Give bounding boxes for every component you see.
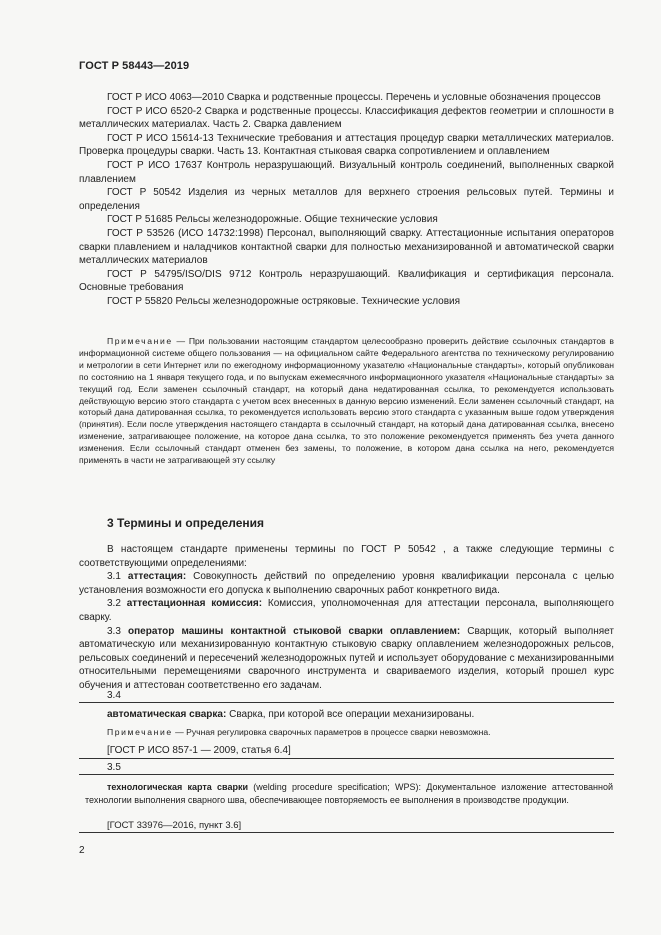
term-number: 3.1: [107, 571, 121, 583]
note-label: Примечание: [107, 336, 173, 346]
term-box-wps: [79, 774, 614, 833]
term-entry: [79, 625, 614, 693]
term-definition: Комиссия, уполномоченная для аттестации персонала, выполняющего сварку.: [79, 598, 614, 623]
term-entry: [79, 597, 614, 624]
reference-item: ГОСТ Р ИСО 4063—2010 Сварка и родственные процессы. Перечень и условные обозначения процессов: [107, 92, 601, 103]
standard-code: ГОСТ Р 58443—2019: [79, 60, 190, 72]
normative-references: [79, 91, 614, 309]
reference-item: ГОСТ Р ИСО 15614-13 Технические требования и аттестация процедур сварки металлических материалов. Проверка процедуры сварки. Часть 13. Контактная стыковая сварка сопротивлением и оплавлением: [79, 132, 614, 158]
term-definition: (welding procedure specification; WPS): Документальное изложение аттестованной технологии выполнения сварного шва, обеспечивающее повторяемость ее выполнения в производстве продукции.: [85, 782, 613, 805]
reference-item: ГОСТ Р 50542 Изделия из черных металлов для верхнего строения рельсовых путей. Термины и определения: [79, 187, 614, 212]
term-definition: Сварщик, который выполняет автоматическую или механизированную контактную стыковую сварку оплавлением железнодорожных рельсов, рельсовых соединений и пересечений железнодорожных путей и использует оборудование с механизированными относительными перемещениями сварочного инструмента и свариваемого изделия, который прошел курс обучения и аттестован соответственно его задачам.: [79, 625, 614, 691]
term-name: аттестационная комиссия:: [126, 598, 263, 610]
term-box-automatic-welding: [79, 702, 614, 759]
term-name: автоматическая сварка:: [107, 709, 227, 720]
term-entry: [79, 570, 614, 597]
reference-item: ГОСТ Р ИСО 6520-2 Сварка и родственные процессы. Классификация дефектов геометрии и сплошности в металлических материалах. Часть 2. Сварка давлением: [79, 105, 614, 131]
term-source: [ГОСТ Р ИСО 857-1 — 2009, статья 6.4]: [107, 745, 291, 756]
term-definition: Совокупность действий по определению уровня квалификации персонала с целью установления возможности его допуска к выполнению сварочных работ конкретного вида.: [79, 571, 614, 596]
reference-item: ГОСТ Р 53526 (ИСО 14732:1998) Персонал, выполняющий сварку. Аттестационные испытания операторов сварки плавлением и наладчиков контактной сварки для полностью механизированной и автоматической сварки металлических материалов: [79, 227, 614, 267]
reference-item: ГОСТ Р 55820 Рельсы железнодорожные остряковые. Технические условия: [107, 295, 461, 307]
reference-item: ГОСТ Р 51685 Рельсы железнодорожные. Общие технические условия: [107, 214, 438, 226]
term-number: 3.2: [107, 598, 121, 610]
term-definition: Сварка, при которой все операции механизированы.: [226, 709, 475, 720]
term-source: [ГОСТ 33976—2016, пункт 3.6]: [107, 820, 242, 831]
term-number: 3.5: [107, 762, 121, 773]
section-title: 3 Термины и определения: [107, 516, 265, 530]
section-intro: В настоящем стандарте применены термины по ГОСТ Р 50542 , а также следующие термины с соответствующими определениями:: [79, 544, 614, 569]
terms-list: [79, 543, 614, 693]
page-number: 2: [79, 845, 85, 856]
reference-item: ГОСТ Р 54795/ISO/DIS 9712 Контроль неразрушающий. Квалификация и сертификация персонала. Основные требования: [79, 268, 614, 294]
term-number: 3.3: [107, 625, 121, 637]
reference-item: ГОСТ Р ИСО 17637 Контроль неразрушающий. Визуальный контроль соединений, выполненных сваркой плавлением: [79, 159, 614, 185]
note-text: — Ручная регулировка сварочных параметров в процессе сварки невозможна.: [172, 727, 491, 737]
term-number: 3.4: [107, 690, 121, 701]
term-name: аттестация:: [127, 571, 187, 583]
references-note: [79, 336, 614, 467]
term-name: технологическая карта сварки: [107, 782, 249, 792]
term-name: оператор машины контактной стыковой сварки оплавлением:: [128, 625, 461, 637]
note-label: Примечание: [107, 727, 173, 737]
note-text: — При пользовании настоящим стандартом целесообразно проверить действие ссылочных стандартов в информационной системе общего пользования — на официальном сайте Федерального агентства по техническому регулированию и метрологии в сети Интернет или по ежегодному информационному указателю «Национальные стандарты», который опубликован по состоянию на 1 января текущего года, и по выпускам ежемесячного информационного указателя «Национальные стандарты» за текущий год. Если заменен ссылочный стандарт, на который дана недатированная ссылка, то рекомендуется использовать действующую версию этого стандарта с учетом всех внесенных в данную версию изменений. Если заменен ссылочный стандарт, на который дана датированная ссылка, то рекомендуется использовать версию этого стандарта с указанным выше годом утверждения (принятия). Если после утверждения настоящего стандарта в ссылочный стандарт, на который дана датированная ссылка, внесено изменение, затрагивающее положение, на которое дана ссылка, то это положение рекомендуется применять без учета данного изменения. Если ссылочный стандарт отменен без замены, то положение, в котором дана ссылка на него, рекомендуется применять в части не затрагивающей эту ссылку: [79, 336, 614, 466]
